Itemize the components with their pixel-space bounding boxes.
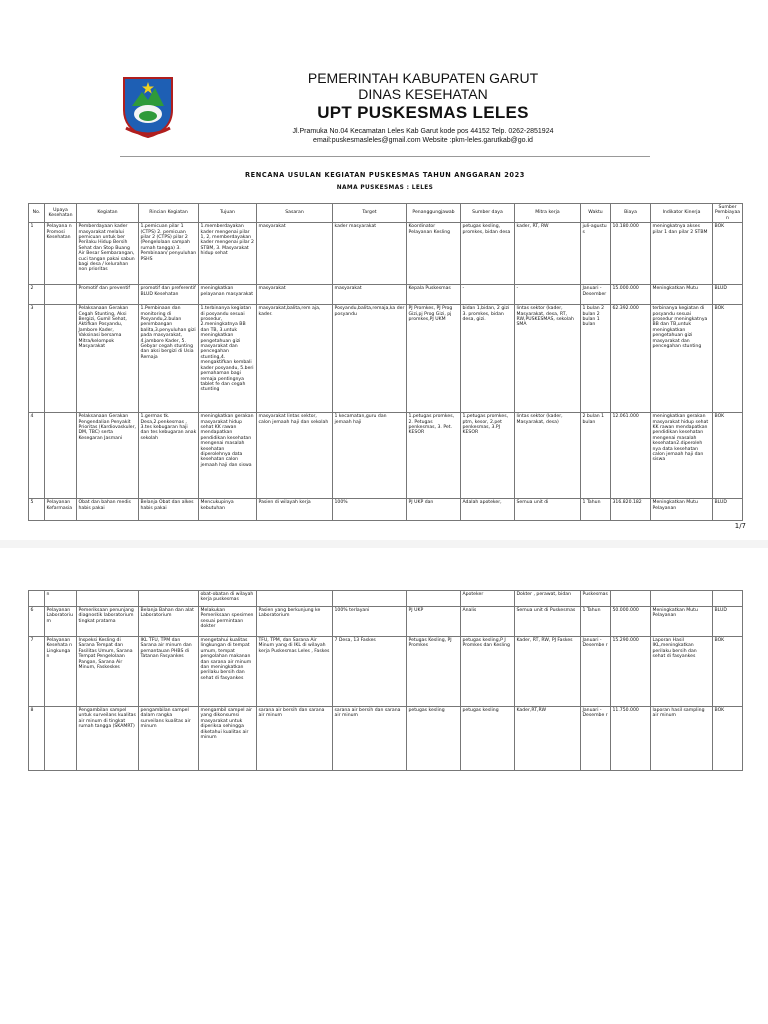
cell-tujuan: meningkatkan gerakan masyarakat hidup sehat KK rawan mendapatkan pendidikan kesehatan mengenai masalah kesehatan diperolehnya data kesehatan calon jemaah haji dan siswa xyxy=(199,413,257,499)
cell-penanggungjawab: petugas kesling xyxy=(407,707,461,771)
cell-rincian-kegiatan: 1.germas tk. Desa,2.penkesmas , 3.tes kebugaran haji dan tes kebugaran anak sekolah xyxy=(139,413,199,499)
cell-kegiatan xyxy=(77,591,139,607)
cell-target: 1 kecamatan,guru dan jemaah haji xyxy=(333,413,407,499)
cell-no: 2 xyxy=(29,285,45,305)
cell-sumber-daya: bidan 1,bidan, 2 gizi 3. promkes, bidan desa, gizi. xyxy=(461,305,515,413)
cell-tujuan: Melakukan Pemeriksaan spesimen sesuai permintaan dokter xyxy=(199,607,257,637)
cell-biaya: 62.392.000 xyxy=(611,305,651,413)
cell-sumber-pembiayaan: BLUD xyxy=(713,499,743,521)
cell-mitra-kerja: lintas sektor (kader, Masyarakat, desa) xyxy=(515,413,581,499)
cell-target: Posyandu,balita,remaja,ka der posyandu xyxy=(333,305,407,413)
cell-sumber-pembiayaan: BOK xyxy=(713,637,743,707)
cell-rincian-kegiatan xyxy=(139,591,199,607)
cell-waktu: 1 Tahun xyxy=(581,499,611,521)
cell-target: kader masyarakat xyxy=(333,223,407,285)
cell-target: 100% xyxy=(333,499,407,521)
table-row xyxy=(29,413,743,499)
column-header: Tujuan xyxy=(199,204,257,223)
cell-sasaran: masyarakat lintas sektor, calon jemaah haji dan sekolah xyxy=(257,413,333,499)
cell-penanggungjawab: PJ UKP xyxy=(407,607,461,637)
cell-no xyxy=(29,591,45,607)
cell-sumber-pembiayaan: BOK xyxy=(713,413,743,499)
cell-upaya-kesehatan xyxy=(45,707,77,771)
table-row xyxy=(29,499,743,521)
activity-plan-table-page-2 xyxy=(28,590,743,771)
column-header: Biaya xyxy=(611,204,651,223)
cell-biaya: 15.000.000 xyxy=(611,285,651,305)
cell-tujuan: mengambil sampel air yang dikonsumsi masyarakat untuk diperiksa sehingga diketahui kualitas air minum xyxy=(199,707,257,771)
cell-upaya-kesehatan: Pelayanan Kefarmasia xyxy=(45,499,77,521)
table-row xyxy=(29,591,743,607)
page-number: 1/7 xyxy=(734,522,746,530)
cell-target xyxy=(333,591,407,607)
column-header: Kegiatan xyxy=(77,204,139,223)
cell-tujuan: meningkatkan pelayanan masyarakat xyxy=(199,285,257,305)
cell-penanggungjawab: 1.petugas promkes, 2. Petugas penkesmas, 3. Pet. KESOR xyxy=(407,413,461,499)
cell-waktu: juli-agustu s xyxy=(581,223,611,285)
column-header: Rincian Kegiatan xyxy=(139,204,199,223)
cell-sumber-daya: - xyxy=(461,285,515,305)
column-header: Mitra kerja xyxy=(515,204,581,223)
table-body-page-2 xyxy=(29,591,743,771)
cell-sasaran: masyarakat xyxy=(257,223,333,285)
cell-no: 1 xyxy=(29,223,45,285)
cell-waktu: Puskesmas xyxy=(581,591,611,607)
cell-no: 4 xyxy=(29,413,45,499)
table-row xyxy=(29,607,743,637)
cell-kegiatan: Obat dan bahan medis habis pakai xyxy=(77,499,139,521)
cell-upaya-kesehatan: Pelayana n Promosi Kesehatan xyxy=(45,223,77,285)
cell-target: 100% terlayani xyxy=(333,607,407,637)
cell-waktu: Januari - Desembe r xyxy=(581,707,611,771)
column-header: Sasaran xyxy=(257,204,333,223)
cell-sasaran xyxy=(257,591,333,607)
cell-indikator-kinerja: Meningkatkan Mutu Pelayanan xyxy=(651,499,713,521)
cell-tujuan: 1.memberdayakan kader mengenai pilar 1, 2, memberdayakan kader mengenai pilar 2 STBM, 3. Masyarakat hidup sehat xyxy=(199,223,257,285)
cell-sumber-daya: Apoteker xyxy=(461,591,515,607)
activity-plan-table-page-1 xyxy=(28,203,743,521)
cell-rincian-kegiatan: promotif dan preferentif BLUD Kesehatan xyxy=(139,285,199,305)
cell-indikator-kinerja: Meningkatkan Mutu xyxy=(651,285,713,305)
cell-penanggungjawab: PJ UKP dan xyxy=(407,499,461,521)
cell-waktu: 1 bulan 2 bulan 2 bulan 1 bulan xyxy=(581,305,611,413)
cell-mitra-kerja: - xyxy=(515,285,581,305)
cell-sasaran: Pasien yang berkunjung ke Laboratorium xyxy=(257,607,333,637)
cell-rincian-kegiatan: 1.Pembinaan dan monitoring di Posyandu,2.bulan penimbangan balita,3.penyuluhan gizi pada masyarakat, 4.jambore Kader, 5. Gebyar cegah stunting dan aksi bergizi di Usia Remaja xyxy=(139,305,199,413)
cell-biaya: 10.180.000 xyxy=(611,223,651,285)
cell-indikator-kinerja: laporan hasil sampling air minum xyxy=(651,707,713,771)
cell-tujuan: obat-obatan di wilayah kerja puskesmas xyxy=(199,591,257,607)
column-header: Penanggungjawab xyxy=(407,204,461,223)
cell-sumber-daya: 1.petugas promkes, ptm, kesor, 2.pet penkesmas, 3.PJ KESOR xyxy=(461,413,515,499)
letterhead-divider xyxy=(120,156,650,157)
table-header-row xyxy=(29,204,743,223)
cell-waktu: 2 bulan 1 bulan xyxy=(581,413,611,499)
letterhead-unit: UPT PUSKESMAS LELES xyxy=(317,103,529,122)
cell-penanggungjawab: Petugas Kesling, PJ Promkes xyxy=(407,637,461,707)
cell-biaya: 50.000.000 xyxy=(611,607,651,637)
garut-regency-emblem-icon xyxy=(122,76,174,138)
letterhead-government: PEMERINTAH KABUPATEN GARUT xyxy=(307,70,539,86)
cell-sumber-daya: petugas kesling, promkes, bidan desa xyxy=(461,223,515,285)
document-title: RENCANA USULAN KEGIATAN PUSKESMAS TAHUN ANGGARAN 2023 xyxy=(245,171,525,179)
cell-biaya: 11.750.000 xyxy=(611,707,651,771)
cell-upaya-kesehatan xyxy=(45,305,77,413)
cell-kegiatan: Promotif dan preventif xyxy=(77,285,139,305)
cell-kegiatan: Pelaksanaan Gerakan Pengendalian Penyakit Prioritas (Kardiovaskuler, DM, TBC) serta Kesegaran Jasmani xyxy=(77,413,139,499)
cell-no: 6 xyxy=(29,607,45,637)
cell-penanggungjawab: PJ Promkes, PJ Prog Gizi,pj Prog Gizi, pj promkes,PJ UKM xyxy=(407,305,461,413)
letterhead-contact: email:puskesmasleles@gmail.com Website :pkm-leles.garutkab@go.id xyxy=(313,137,533,144)
cell-indikator-kinerja: meningkatkan gerakan masyarakat hidup sehat KK rawan mendapatkan pendidikan kesehatan mengenai masalah kesehatan2.diperoleh nya data kesehatan calon jemaah haji dan siswa xyxy=(651,413,713,499)
cell-kegiatan: Pemeriksaan penunjang diagnostik laboratorium tingkat pratama xyxy=(77,607,139,637)
table-row xyxy=(29,223,743,285)
column-header: Upaya Kesehatan xyxy=(45,204,77,223)
cell-sumber-daya: Analis xyxy=(461,607,515,637)
cell-no: 7 xyxy=(29,637,45,707)
letterhead-department: DINAS KESEHATAN xyxy=(358,86,488,102)
cell-rincian-kegiatan: Belanja Bahan dan alat Laboratorium xyxy=(139,607,199,637)
cell-kegiatan: Inspeksi Kesling di Sarana Tempat dan Fasilitas Umum, Sarana Tempat Pengelolaan Pangan, Sarana Air Minum, Faskeskes xyxy=(77,637,139,707)
cell-sumber-pembiayaan: BOK xyxy=(713,223,743,285)
cell-sumber-daya: petugas kesling,P J Promkes dan Kesling xyxy=(461,637,515,707)
cell-sasaran: Pasien di wilayah kerja xyxy=(257,499,333,521)
cell-indikator-kinerja: Meningkatkan Mutu Pelayanan xyxy=(651,607,713,637)
cell-mitra-kerja: Kader,RT,RW xyxy=(515,707,581,771)
cell-biaya: 316.820.182 xyxy=(611,499,651,521)
table-row xyxy=(29,285,743,305)
cell-no: 5 xyxy=(29,499,45,521)
cell-waktu: Januari - Desembe r xyxy=(581,637,611,707)
cell-tujuan: mengetahui kualitas lingkungan di tempat umum, tempat pengolahan makanan dan sarana air minum dan meningkatkan perilaku bersih dan sehat di fasyankes xyxy=(199,637,257,707)
cell-sumber-daya: petugas kesling xyxy=(461,707,515,771)
cell-waktu: Januari - Desember xyxy=(581,285,611,305)
cell-mitra-kerja: Dokter , perawat, bidan xyxy=(515,591,581,607)
table-row xyxy=(29,707,743,771)
column-header: Target xyxy=(333,204,407,223)
column-header: Waktu xyxy=(581,204,611,223)
cell-kegiatan: Pemberdayaan kader masyarakat melalui pemicuan untuk ber Perilaku Hidup Bersih Sehat dan Stop Buang Air Besar Sembarangan, cuci tangan pakai sabun bagi desa / kelurahan non prioritas xyxy=(77,223,139,285)
cell-upaya-kesehatan: Pelayanan Laboratoriu m xyxy=(45,607,77,637)
cell-tujuan: 1.terbinanya kegiatan di posyandu sesuai prosedur, 2.meningkatnya BB dan TB, 3.untuk meningkatkan pengetahuan gizi masyarakat dan pencegahan stunting,4. mengaktifkan kembali kader posyandu, 5.beri pemahaman bagi remaja pentingnya tablet fe dan cegah stunting xyxy=(199,305,257,413)
cell-sumber-daya: Adalah apoteker, xyxy=(461,499,515,521)
letterhead-address: Jl.Pramuka No.04 Kecamatan Leles Kab Garut kode pos 44152 Telp. 0262-2851924 xyxy=(292,128,554,135)
cell-sasaran: masyarakat xyxy=(257,285,333,305)
cell-upaya-kesehatan: Pelayanan Kesehata n Lingkunga n xyxy=(45,637,77,707)
cell-mitra-kerja: kader, RT, RW xyxy=(515,223,581,285)
cell-mitra-kerja: Semua unit di Puskesmas xyxy=(515,607,581,637)
document-subtitle: NAMA PUSKESMAS : LELES xyxy=(336,185,434,191)
cell-rincian-kegiatan: IKL TFU, TPM dan Sarana air minum dan pemantauan PHBS di Tatanan Fasyankes xyxy=(139,637,199,707)
cell-mitra-kerja: Semua unit di xyxy=(515,499,581,521)
cell-no: 3 xyxy=(29,305,45,413)
page-break xyxy=(0,540,768,548)
cell-penanggungjawab xyxy=(407,591,461,607)
cell-sasaran: TFU, TPM, dan Sarana Air Minum yang di IKL di wilayah kerja Puskesmas Leles , Faskes xyxy=(257,637,333,707)
table-row xyxy=(29,305,743,413)
cell-rincian-kegiatan: 1.pemicuan pilar 1 (CTPS) 2. pemicuan pilar 2 (CTPS) pilar 2 (Pengelolaan sampah rumah tangga) 3. Pembinaan/ penyuluhan PSHS xyxy=(139,223,199,285)
cell-sumber-pembiayaan xyxy=(713,591,743,607)
cell-sumber-pembiayaan: BLUD xyxy=(713,607,743,637)
cell-indikator-kinerja: Laporan Hasil IKL,meningkatkan perilaku bersih dan sehat di fasyankes xyxy=(651,637,713,707)
cell-indikator-kinerja: terbinanya kegiatan di posyandu sesuai prosedur meningkatnya BB dan TB,untuk meningkatkan pengetahuan gizi masyarakat dan pencegahan stunting xyxy=(651,305,713,413)
column-header: Indikator Kinerja xyxy=(651,204,713,223)
cell-biaya xyxy=(611,591,651,607)
cell-sumber-pembiayaan: BLUD xyxy=(713,285,743,305)
cell-sasaran: sarana air bersih dan sarana air minum xyxy=(257,707,333,771)
cell-target: sarana air bersih dan sarana air minum xyxy=(333,707,407,771)
cell-upaya-kesehatan xyxy=(45,285,77,305)
cell-kegiatan: Pengambilan sampel untuk surveilans kualitas air minum di tingkat rumah tangga (SKAMRT) xyxy=(77,707,139,771)
cell-biaya: 12.061.000 xyxy=(611,413,651,499)
cell-biaya: 15.290.000 xyxy=(611,637,651,707)
cell-upaya-kesehatan xyxy=(45,413,77,499)
cell-target: 7 Desa, 13 Faskes xyxy=(333,637,407,707)
cell-indikator-kinerja: meningkatnya akses pilar 1 dan pilar 2 STBM xyxy=(651,223,713,285)
cell-upaya-kesehatan: n xyxy=(45,591,77,607)
cell-penanggungjawab: Koordinator Pelayanan Kesling xyxy=(407,223,461,285)
cell-penanggungjawab: Kepala Puskesmas xyxy=(407,285,461,305)
cell-mitra-kerja: lintas sektor (kader, Masyarakat, desa, RT, RW,PUSKESMAS, sekolah SMA xyxy=(515,305,581,413)
cell-waktu: 1 Tahun xyxy=(581,607,611,637)
cell-rincian-kegiatan: pengambilan sampel dalam rangka surveilans kualitas air minum xyxy=(139,707,199,771)
cell-sumber-pembiayaan: BOK xyxy=(713,305,743,413)
cell-target: masyarakat xyxy=(333,285,407,305)
cell-no: 8 xyxy=(29,707,45,771)
cell-tujuan: Mencukupinya kebutuhan xyxy=(199,499,257,521)
cell-sumber-pembiayaan: BOK xyxy=(713,707,743,771)
column-header: No. xyxy=(29,204,45,223)
column-header: Sumber Pembiayaan xyxy=(713,204,743,223)
table-body-page-1 xyxy=(29,223,743,521)
cell-rincian-kegiatan: Belanja Obat dan alkes habis pakai xyxy=(139,499,199,521)
cell-sasaran: masyarakat,balita,rem aja, kader. xyxy=(257,305,333,413)
column-header: Sumber daya xyxy=(461,204,515,223)
document-page-2 xyxy=(0,548,768,1024)
table-row xyxy=(29,637,743,707)
cell-kegiatan: Pelaksanaan Gerakan Cegah Stunting, Aksi Bergizi, Gumil Sehat, Aktifkan Posyandu, Jambore Kader, Vaksinasi bersama Mitra/kelompok Masyarakat xyxy=(77,305,139,413)
cell-indikator-kinerja xyxy=(651,591,713,607)
cell-mitra-kerja: Kader, RT, RW, PJ Faskes xyxy=(515,637,581,707)
letterhead xyxy=(280,70,566,145)
